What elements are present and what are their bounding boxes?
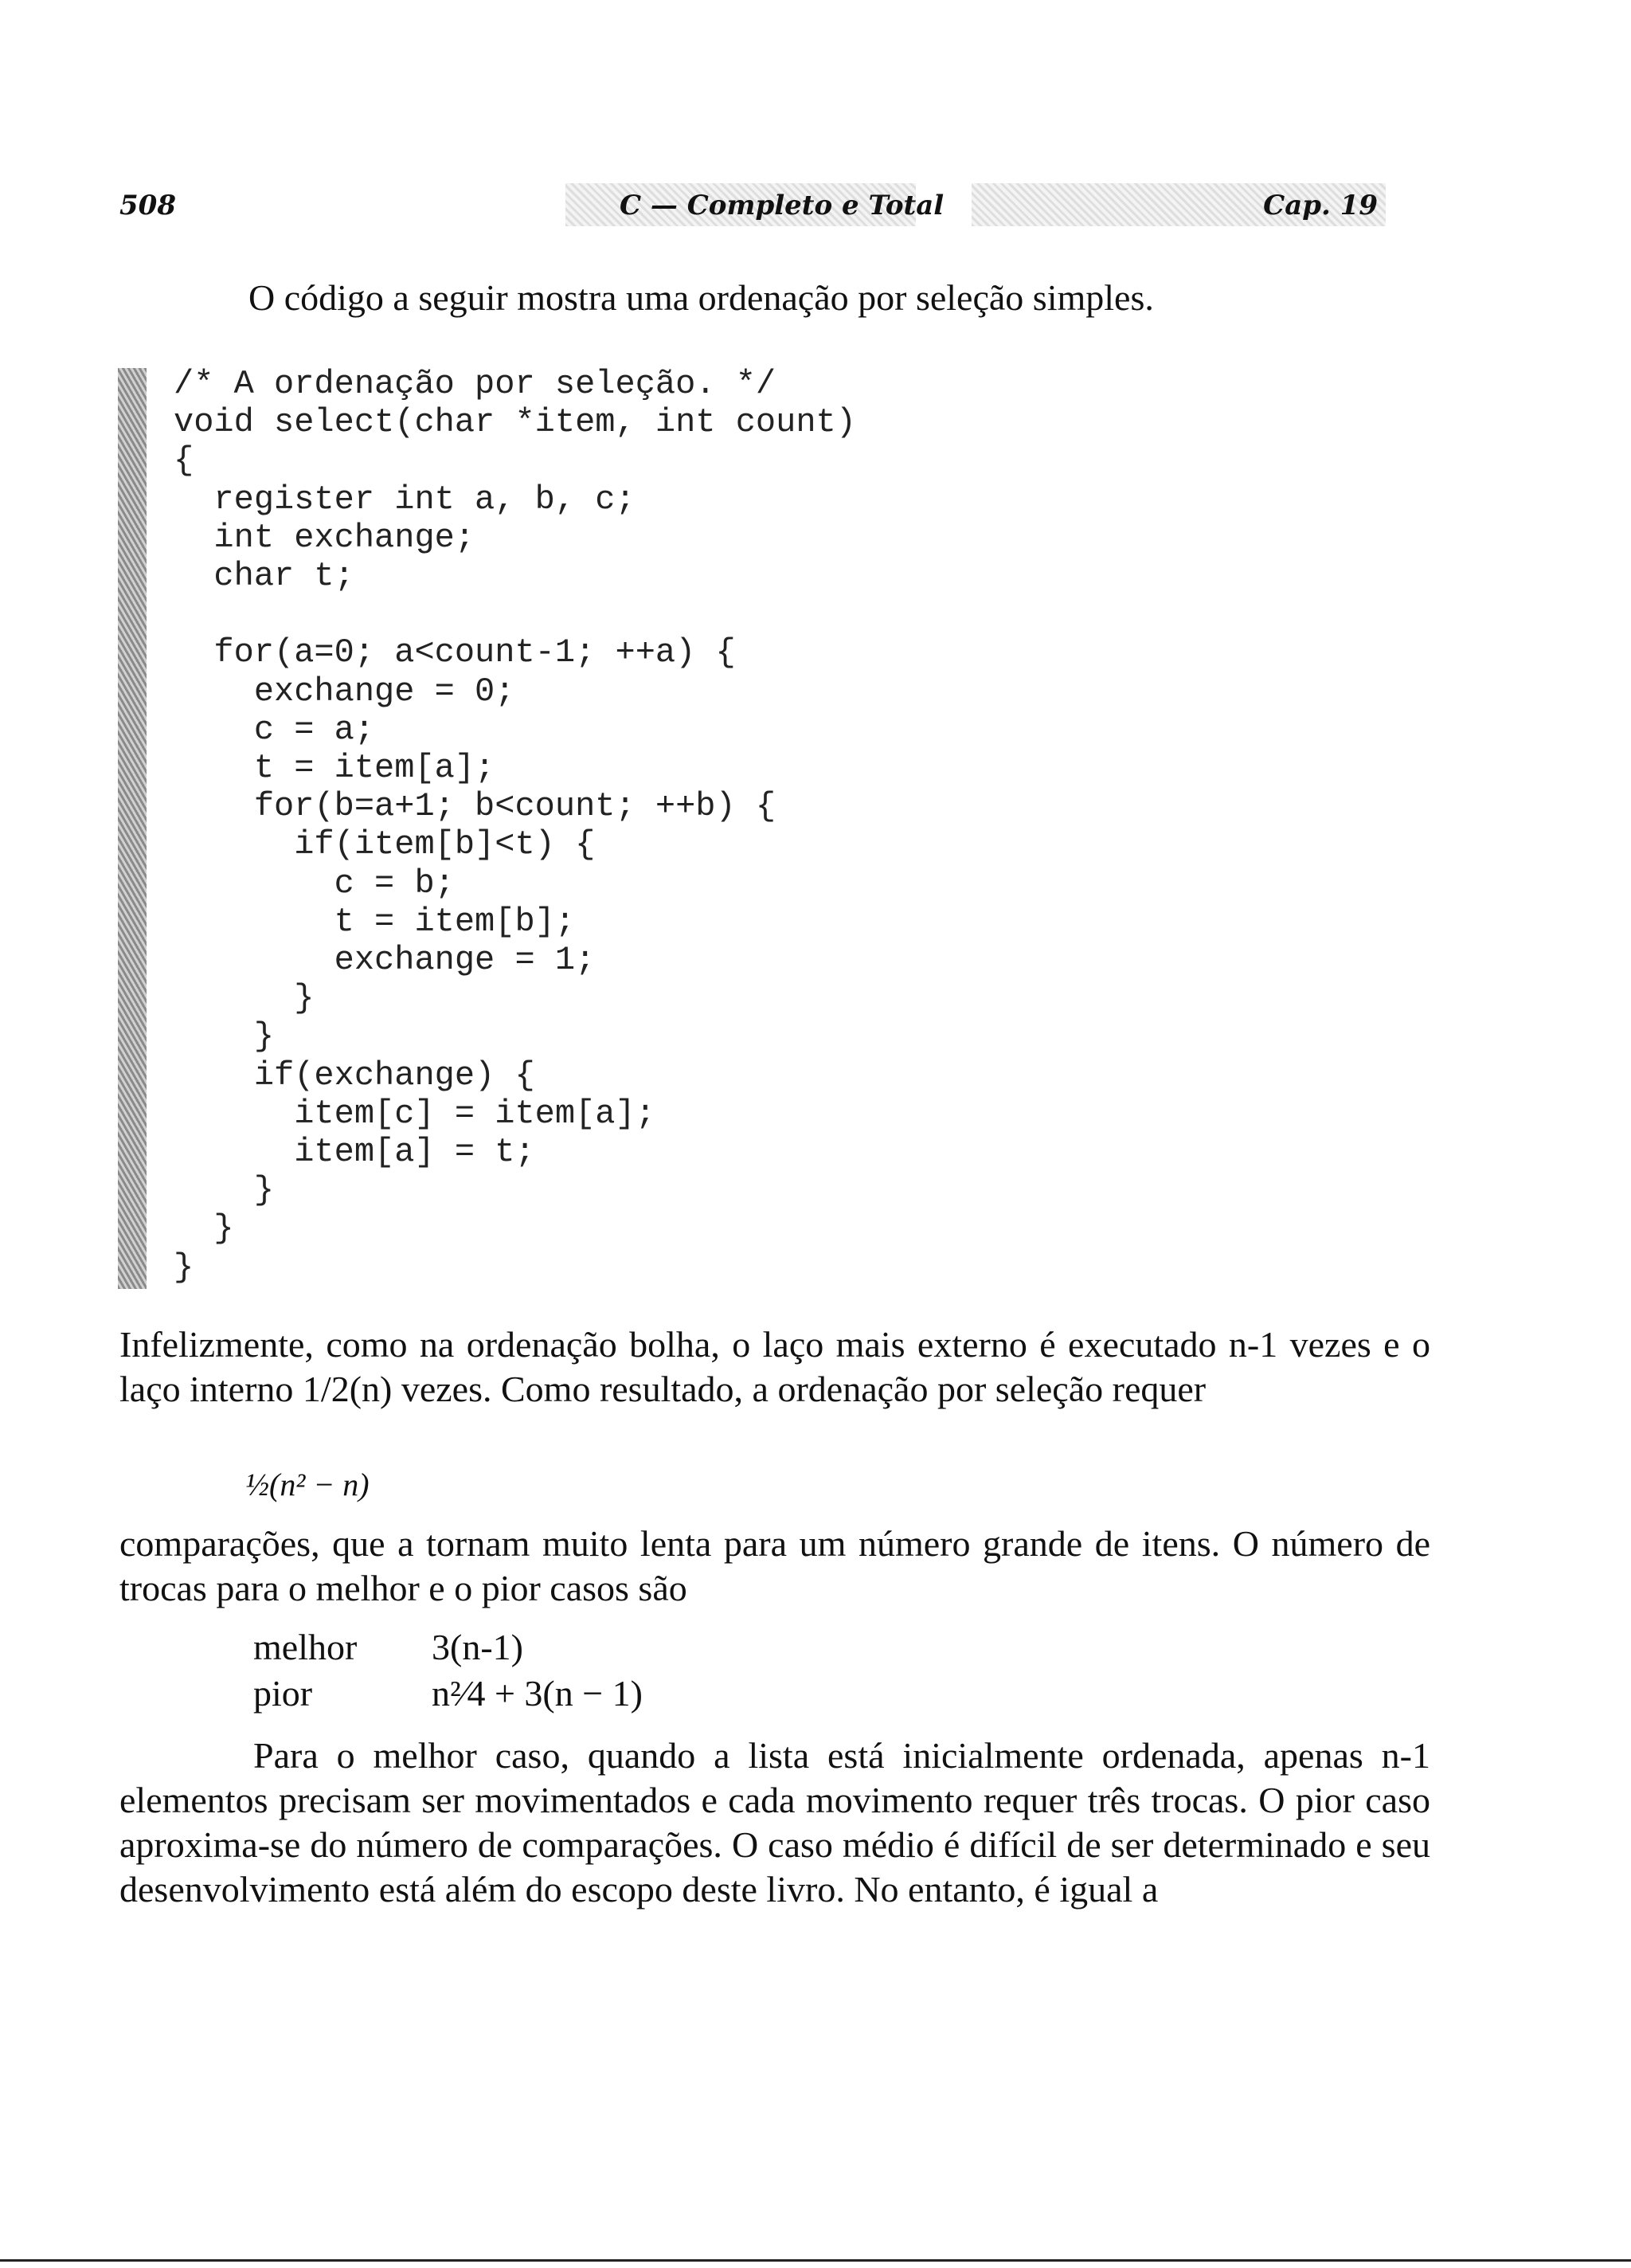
case-row-best: [253, 1625, 811, 1671]
book-title: C — Completo e Total: [620, 190, 945, 221]
page-number: 508: [119, 190, 176, 221]
code-listing: /* A ordenação por seleção. */ void select(char *item, int count) { register int a, b, c; int exchange; char t; for(a=0; a<count-1; ++a) { exchange = 0; c = a; t = item[a]; for(b=a+1; b<count; ++b) { if(item[b]<t) { c = b; t = item[b]; exchange = 1; } } if(exchange) { item[c] = item[a]; item[a] = t; } } }: [174, 365, 856, 1287]
paragraph-best-case: Para o melhor caso, quando a lista está inicialmente ordenada, apenas n-1 elementos precisam ser movimentados e cada movimento requer três trocas. O pior caso aproxima-se do número de comparações. O caso médio é difícil de ser determinado e seu desenvolvimento está além do escopo deste livro. No entanto, é igual a: [119, 1735, 1430, 1910]
intro-sentence: O código a seguir mostra uma ordenação por seleção simples.: [248, 277, 1154, 318]
paragraph-comparisons: comparações, que a tornam muito lenta para um número grande de itens. O número de trocas para o melhor e o pior casos são: [119, 1523, 1430, 1608]
running-head: [119, 178, 1378, 234]
case-label: pior: [253, 1673, 313, 1714]
chapter-label: Cap. 19: [1263, 190, 1378, 221]
case-value: n²⁄4 + 3(n − 1): [432, 1673, 643, 1714]
comparison-formula: ½(n² − n): [245, 1467, 370, 1502]
swap-count-table: [253, 1625, 811, 1718]
paragraph-complexity: Infelizmente, como na ordenação bolha, o laço mais externo é executado n-1 vezes e o laço interno 1/2(n) vezes. Como resultado, a ordenação por seleção requer: [119, 1324, 1430, 1409]
case-row-worst: [253, 1671, 811, 1718]
bottom-rule: [0, 2259, 1631, 2262]
case-value: 3(n-1): [432, 1627, 523, 1667]
case-label: melhor: [253, 1627, 358, 1667]
code-margin-bar: [118, 368, 147, 1289]
